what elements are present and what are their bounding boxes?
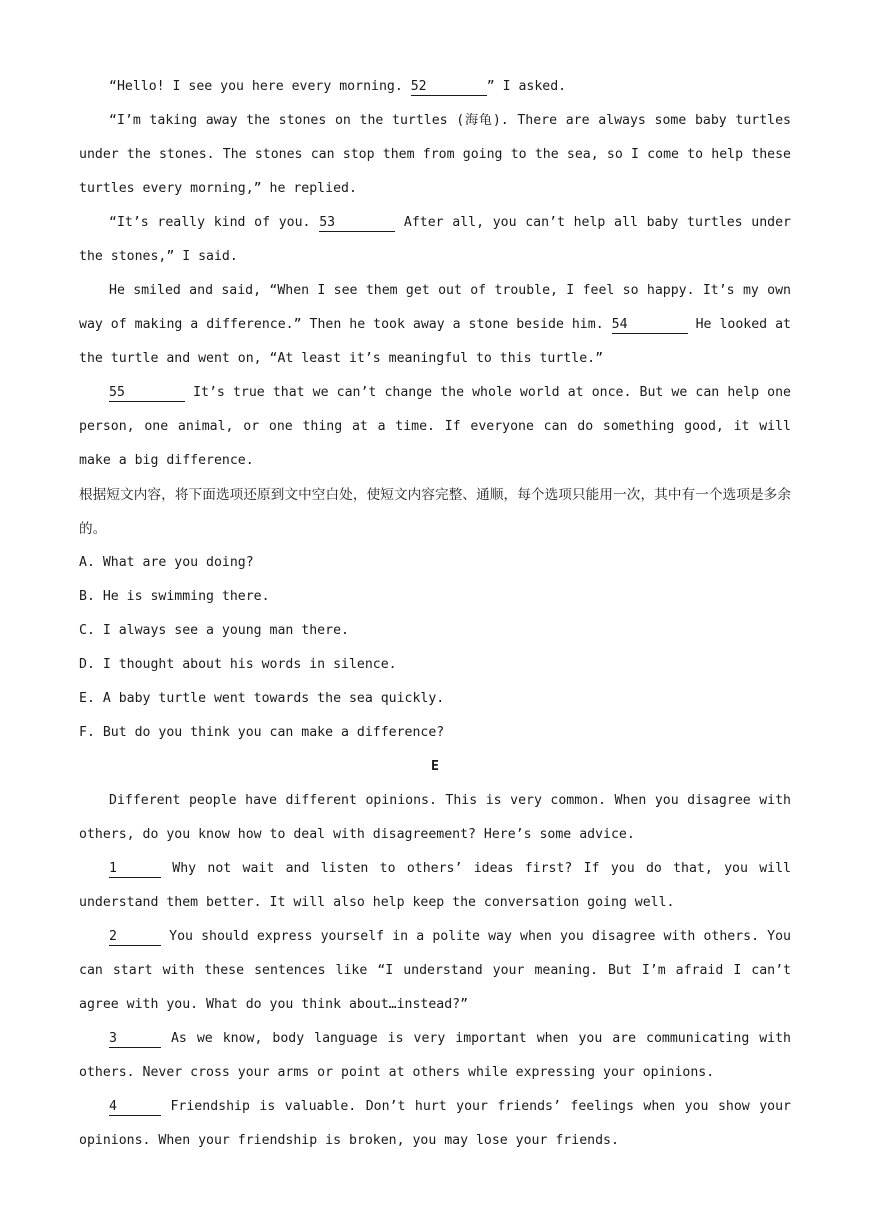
paragraph-text: After all, you can’t help all baby turtles under the stones,” I said.	[79, 215, 791, 264]
paragraph-text: He smiled and said, “When I see them get out of trouble, I feel so happy. It’s my own way of making a difference.” Then he took away a stone beside him.	[79, 283, 791, 332]
option-b: B. He is swimming there.	[79, 589, 270, 604]
option-a: A. What are you doing?	[79, 555, 254, 570]
advice-item-1	[79, 852, 791, 920]
blank-2[interactable]: 2	[109, 929, 161, 946]
document-page	[79, 70, 791, 1158]
dialogue-paragraph-4	[79, 274, 791, 376]
instruction-text: 根据短文内容，将下面选项还原到文中空白处，使短文内容完整、通顺，每个选项只能用一次，其中有一个选项是多余的。	[79, 487, 791, 537]
section-e-intro: Different people have different opinions. This is very common. When you disagree with others, do you know how to deal with disagreement? Here’s some advice.	[79, 793, 791, 842]
blank-54[interactable]: 54	[612, 317, 688, 334]
advice-item-4	[79, 1090, 791, 1158]
dialogue-paragraph-3	[79, 206, 791, 274]
dialogue-paragraph-1	[79, 70, 791, 104]
paragraph-text: “Hello! I see you here every morning.	[109, 79, 411, 94]
blank-1[interactable]: 1	[109, 861, 161, 878]
blank-3[interactable]: 3	[109, 1031, 161, 1048]
paragraph-text: Friendship is valuable. Don’t hurt your friends’ feelings when you show your opinions. When your friendship is broken, you may lose your friends.	[79, 1099, 791, 1148]
option-d: D. I thought about his words in silence.	[79, 657, 397, 672]
dialogue-paragraph-5	[79, 376, 791, 478]
paragraph-text: ” I asked.	[486, 79, 567, 94]
option-c: C. I always see a young man there.	[79, 623, 349, 638]
advice-item-2	[79, 920, 791, 1022]
blank-52[interactable]: 52	[411, 79, 487, 96]
paragraph-text: You should express yourself in a polite way when you disagree with others. You can start with these sentences like “I understand your meaning. But I’m afraid I can’t agree with you. What do you think about…instead?”	[79, 929, 791, 1012]
option-e: E. A baby turtle went towards the sea quickly.	[79, 691, 445, 706]
paragraph-text: “It’s really kind of you.	[109, 215, 320, 230]
dialogue-paragraph-2: “I’m taking away the stones on the turtles (海龟). There are always some baby turtles under the stones. The stones can stop them from going to the sea, so I come to help these turtles every morning,” he replied.	[79, 113, 791, 196]
section-title-e: E	[431, 759, 439, 774]
blank-55[interactable]: 55	[109, 385, 185, 402]
paragraph-text: He looked at the turtle and went on, “At least it’s meaningful to this turtle.”	[79, 317, 791, 366]
paragraph-text: It’s true that we can’t change the whole world at once. But we can help one person, one animal, or one thing at a time. If everyone can do something good, it will make a big difference.	[79, 385, 791, 468]
paragraph-text: Why not wait and listen to others’ ideas first? If you do that, you will understand them better. It will also help keep the conversation going well.	[79, 861, 791, 910]
advice-item-3	[79, 1022, 791, 1090]
option-f: F. But do you think you can make a difference?	[79, 725, 445, 740]
blank-53[interactable]: 53	[319, 215, 395, 232]
blank-4[interactable]: 4	[109, 1099, 161, 1116]
paragraph-text: As we know, body language is very important when you are communicating with others. Never cross your arms or point at others while expressing your opinions.	[79, 1031, 791, 1080]
